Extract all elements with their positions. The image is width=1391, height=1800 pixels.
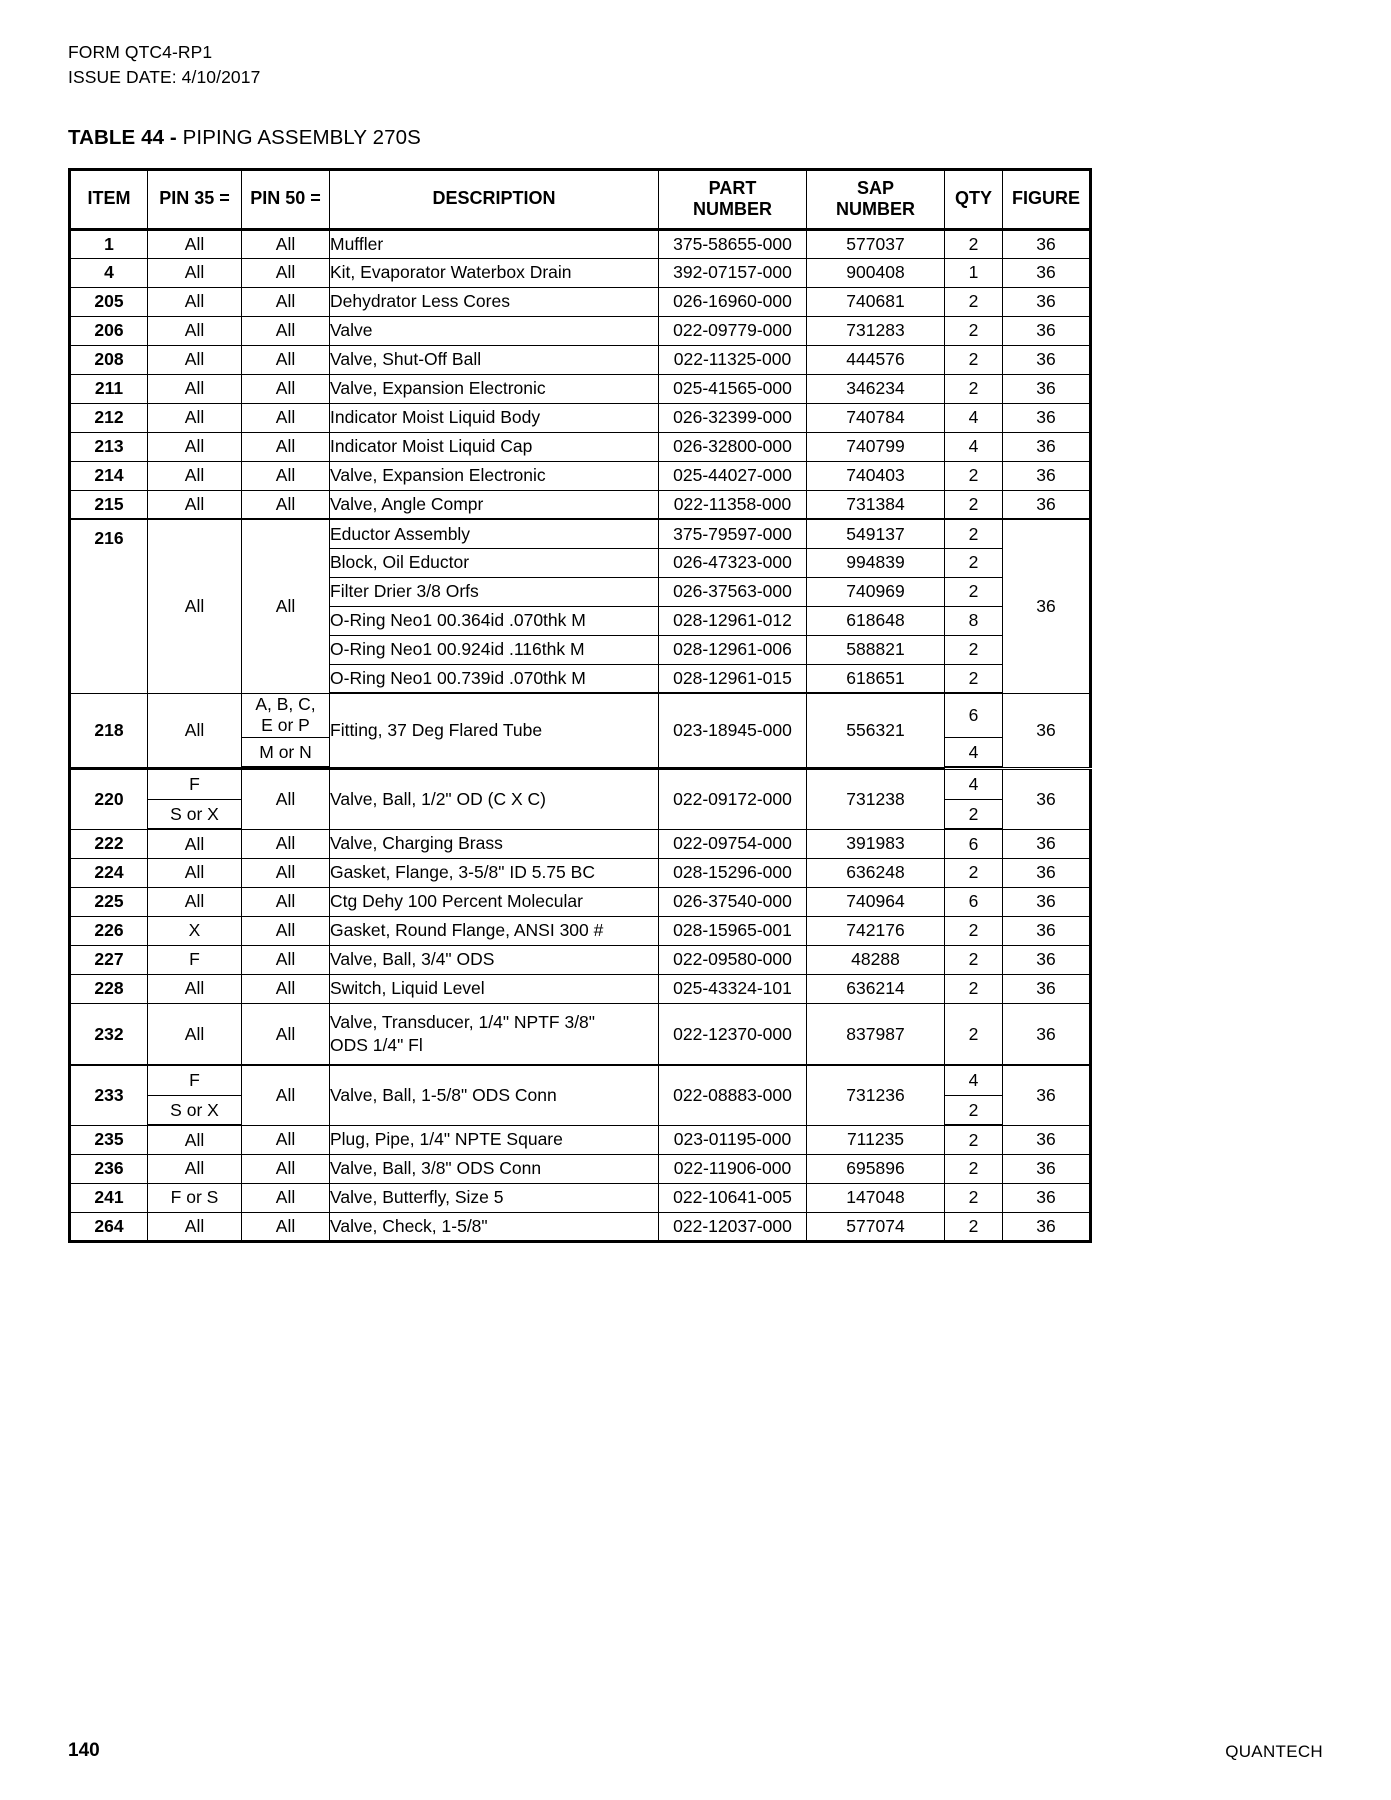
col-header-pin50: PIN 50 = (242, 169, 330, 229)
cell-qty: 4 (945, 432, 1003, 461)
cell-qty: 1 (945, 258, 1003, 287)
cell-item: 205 (70, 287, 148, 316)
cell-description: Fitting, 37 Deg Flared Tube (330, 693, 659, 767)
cell-figure: 36 (1003, 1125, 1091, 1154)
cell-qty: 2 (945, 548, 1003, 577)
table-row (70, 945, 1091, 974)
cell-pin35: F or S (148, 1183, 242, 1212)
cell-item: 214 (70, 461, 148, 490)
form-code: FORM QTC4-RP1 (68, 42, 213, 62)
table-row (70, 461, 1091, 490)
cell-figure: 36 (1003, 1065, 1091, 1125)
cell-part-number: 392-07157-000 (659, 258, 807, 287)
cell-part-number: 022-11906-000 (659, 1154, 807, 1183)
cell-figure: 36 (1003, 403, 1091, 432)
cell-description: Valve, Expansion Electronic (330, 461, 659, 490)
cell-part-number: 022-12370-000 (659, 1003, 807, 1065)
cell-qty: 2 (945, 1183, 1003, 1212)
cell-description: Dehydrator Less Cores (330, 287, 659, 316)
cell-description-line2: ODS 1/4" Fl (330, 1035, 423, 1056)
cell-item: 236 (70, 1154, 148, 1183)
cell-sap-number: 740784 (807, 403, 945, 432)
cell-sap-number: 740964 (807, 887, 945, 916)
table-row (70, 1003, 1091, 1065)
issue-date: ISSUE DATE: 4/10/2017 (68, 66, 261, 87)
table-row (70, 1183, 1091, 1212)
cell-description: Valve, Expansion Electronic (330, 374, 659, 403)
cell-sap-number: 577074 (807, 1212, 945, 1241)
cell-part-number: 022-11358-000 (659, 490, 807, 519)
cell-description-line1: Valve, Transducer, 1/4" NPTF 3/8" (330, 1011, 595, 1032)
cell-pin50: All (242, 829, 330, 858)
cell-pin50: All (242, 432, 330, 461)
cell-pin50: All (242, 1154, 330, 1183)
brand-label: QUANTECH (1225, 1742, 1323, 1761)
cell-qty: 2 (945, 1003, 1003, 1065)
cell-figure: 36 (1003, 887, 1091, 916)
cell-item: 241 (70, 1183, 148, 1212)
cell-sap-number: 731238 (807, 769, 945, 829)
cell-pin50: All (242, 769, 330, 829)
cell-description: Plug, Pipe, 1/4" NPTE Square (330, 1125, 659, 1154)
cell-item: 220 (70, 769, 148, 829)
cell-item: 224 (70, 858, 148, 887)
cell-sap-number: 900408 (807, 258, 945, 287)
cell-description: Block, Oil Eductor (330, 548, 659, 577)
cell-item: 213 (70, 432, 148, 461)
cell-sap-number: 147048 (807, 1183, 945, 1212)
cell-item: 206 (70, 316, 148, 345)
cell-sap-number: 731236 (807, 1065, 945, 1125)
cell-sap-number: 636248 (807, 858, 945, 887)
cell-pin35: F (148, 945, 242, 974)
cell-item: 216 (70, 519, 148, 693)
cell-part-number: 028-15965-001 (659, 916, 807, 945)
cell-qty-option-b: 2 (945, 1095, 1003, 1125)
cell-pin50-option-b: M or N (242, 737, 330, 767)
table-row (70, 693, 1091, 737)
cell-qty: 2 (945, 316, 1003, 345)
cell-figure: 36 (1003, 858, 1091, 887)
cell-pin50: All (242, 258, 330, 287)
cell-sap-number: 695896 (807, 1154, 945, 1183)
cell-pin35-option-a: F (148, 1065, 242, 1095)
cell-sap-number: 577037 (807, 229, 945, 258)
cell-pin35: All (148, 345, 242, 374)
cell-sap-number: 740681 (807, 287, 945, 316)
cell-figure: 36 (1003, 945, 1091, 974)
cell-pin50: All (242, 1183, 330, 1212)
cell-part-number: 025-43324-101 (659, 974, 807, 1003)
cell-pin50: All (242, 916, 330, 945)
cell-pin50: All (242, 858, 330, 887)
cell-pin35-option-b: S or X (148, 1095, 242, 1125)
cell-item: 235 (70, 1125, 148, 1154)
cell-part-number: 022-09172-000 (659, 769, 807, 829)
cell-sap-number: 588821 (807, 635, 945, 664)
cell-qty: 2 (945, 229, 1003, 258)
col-header-qty: QTY (945, 169, 1003, 229)
cell-description: O-Ring Neo1 00.364id .070thk M (330, 606, 659, 635)
cell-part-number: 375-79597-000 (659, 519, 807, 548)
cell-figure: 36 (1003, 490, 1091, 519)
cell-part-number: 026-16960-000 (659, 287, 807, 316)
cell-qty: 2 (945, 664, 1003, 693)
cell-pin50: All (242, 229, 330, 258)
cell-qty-option-a: 6 (945, 693, 1003, 737)
cell-pin35: All (148, 461, 242, 490)
cell-pin50-option-a (242, 693, 330, 737)
cell-pin50: All (242, 490, 330, 519)
cell-pin50: All (242, 974, 330, 1003)
cell-description: Valve, Ball, 3/4" ODS (330, 945, 659, 974)
table-row (70, 916, 1091, 945)
col-header-part-number-line2: NUMBER (693, 199, 772, 220)
cell-qty: 4 (945, 403, 1003, 432)
cell-pin35: X (148, 916, 242, 945)
cell-description: Kit, Evaporator Waterbox Drain (330, 258, 659, 287)
cell-item: 218 (70, 693, 148, 767)
cell-description: Valve, Shut-Off Ball (330, 345, 659, 374)
cell-pin35: All (148, 229, 242, 258)
cell-description: Ctg Dehy 100 Percent Molecular (330, 887, 659, 916)
cell-pin35: All (148, 1154, 242, 1183)
cell-item: 215 (70, 490, 148, 519)
cell-pin35: All (148, 693, 242, 767)
cell-item: 212 (70, 403, 148, 432)
col-header-pin35: PIN 35 = (148, 169, 242, 229)
cell-part-number: 022-09779-000 (659, 316, 807, 345)
cell-figure: 36 (1003, 1154, 1091, 1183)
table-row (70, 1065, 1091, 1095)
cell-pin35: All (148, 829, 242, 858)
cell-sap-number: 48288 (807, 945, 945, 974)
table-row (70, 490, 1091, 519)
cell-sap-number: 731384 (807, 490, 945, 519)
cell-pin50: All (242, 1125, 330, 1154)
cell-pin50: All (242, 461, 330, 490)
page-footer (68, 1740, 1323, 1762)
col-header-part-number (659, 169, 807, 229)
cell-sap-number: 391983 (807, 829, 945, 858)
page-title (68, 126, 1323, 150)
cell-pin35: All (148, 374, 242, 403)
cell-part-number: 026-47323-000 (659, 548, 807, 577)
cell-item: 232 (70, 1003, 148, 1065)
cell-part-number: 028-12961-006 (659, 635, 807, 664)
table-row (70, 1125, 1091, 1154)
cell-sap-number: 994839 (807, 548, 945, 577)
cell-sap-number: 636214 (807, 974, 945, 1003)
cell-item: 233 (70, 1065, 148, 1125)
cell-description: Valve (330, 316, 659, 345)
cell-figure: 36 (1003, 345, 1091, 374)
cell-description: Indicator Moist Liquid Cap (330, 432, 659, 461)
cell-sap-number: 711235 (807, 1125, 945, 1154)
cell-qty-option-a: 4 (945, 1065, 1003, 1095)
cell-pin35-option-b: S or X (148, 799, 242, 829)
cell-pin50-line1: A, B, C, (255, 694, 316, 715)
table-number-label: TABLE 44 - (68, 125, 177, 149)
cell-figure: 36 (1003, 461, 1091, 490)
cell-qty: 2 (945, 858, 1003, 887)
cell-part-number: 025-41565-000 (659, 374, 807, 403)
table-row (70, 258, 1091, 287)
cell-item: 225 (70, 887, 148, 916)
cell-description: Valve, Butterfly, Size 5 (330, 1183, 659, 1212)
cell-pin35-option-a: F (148, 769, 242, 799)
cell-sap-number: 740969 (807, 577, 945, 606)
col-header-sap-number-line2: NUMBER (836, 199, 915, 220)
cell-qty: 2 (945, 635, 1003, 664)
cell-part-number: 023-18945-000 (659, 693, 807, 767)
table-row (70, 1212, 1091, 1241)
cell-qty: 6 (945, 829, 1003, 858)
cell-qty: 2 (945, 287, 1003, 316)
table-row (70, 287, 1091, 316)
table-row (70, 229, 1091, 258)
cell-figure: 36 (1003, 432, 1091, 461)
cell-pin50: All (242, 887, 330, 916)
cell-pin50-line2: E or P (261, 715, 310, 736)
cell-item: 222 (70, 829, 148, 858)
cell-sap-number: 618651 (807, 664, 945, 693)
cell-figure: 36 (1003, 769, 1091, 829)
cell-figure: 36 (1003, 316, 1091, 345)
cell-pin35: All (148, 1212, 242, 1241)
cell-sap-number: 742176 (807, 916, 945, 945)
cell-item: 226 (70, 916, 148, 945)
cell-description: Valve, Check, 1-5/8" (330, 1212, 659, 1241)
cell-item: 4 (70, 258, 148, 287)
cell-sap-number: 346234 (807, 374, 945, 403)
cell-figure: 36 (1003, 374, 1091, 403)
table-row (70, 345, 1091, 374)
cell-figure: 36 (1003, 1212, 1091, 1241)
table-row (70, 769, 1091, 799)
cell-qty-option-a: 4 (945, 769, 1003, 799)
cell-figure: 36 (1003, 829, 1091, 858)
cell-part-number: 375-58655-000 (659, 229, 807, 258)
cell-figure: 36 (1003, 1003, 1091, 1065)
cell-description: Valve, Charging Brass (330, 829, 659, 858)
document-header (68, 40, 1323, 90)
cell-description: Valve, Ball, 1-5/8" ODS Conn (330, 1065, 659, 1125)
cell-description: Switch, Liquid Level (330, 974, 659, 1003)
table-row (70, 316, 1091, 345)
cell-item: 208 (70, 345, 148, 374)
cell-part-number: 026-32399-000 (659, 403, 807, 432)
cell-pin35: All (148, 974, 242, 1003)
cell-description: Gasket, Round Flange, ANSI 300 # (330, 916, 659, 945)
table-row (70, 374, 1091, 403)
cell-part-number: 028-12961-015 (659, 664, 807, 693)
cell-part-number: 028-15296-000 (659, 858, 807, 887)
table-row (70, 829, 1091, 858)
cell-figure: 36 (1003, 229, 1091, 258)
cell-description: O-Ring Neo1 00.739id .070thk M (330, 664, 659, 693)
cell-qty: 2 (945, 519, 1003, 548)
cell-pin50: All (242, 374, 330, 403)
col-header-figure: FIGURE (1003, 169, 1091, 229)
table-row (70, 858, 1091, 887)
cell-qty: 2 (945, 974, 1003, 1003)
cell-description: Gasket, Flange, 3-5/8" ID 5.75 BC (330, 858, 659, 887)
cell-pin50: All (242, 403, 330, 432)
cell-part-number: 022-12037-000 (659, 1212, 807, 1241)
table-row (70, 887, 1091, 916)
cell-part-number: 026-32800-000 (659, 432, 807, 461)
cell-part-number: 028-12961-012 (659, 606, 807, 635)
cell-pin50: All (242, 316, 330, 345)
cell-pin35: All (148, 490, 242, 519)
table-row (70, 432, 1091, 461)
cell-qty: 2 (945, 916, 1003, 945)
cell-description (330, 1003, 659, 1065)
cell-pin50: All (242, 519, 330, 693)
cell-description: Valve, Angle Compr (330, 490, 659, 519)
cell-description: Valve, Ball, 3/8" ODS Conn (330, 1154, 659, 1183)
cell-description: Filter Drier 3/8 Orfs (330, 577, 659, 606)
cell-sap-number: 731283 (807, 316, 945, 345)
cell-description: O-Ring Neo1 00.924id .116thk M (330, 635, 659, 664)
table-row (70, 1154, 1091, 1183)
cell-figure: 36 (1003, 1183, 1091, 1212)
cell-description: Eductor Assembly (330, 519, 659, 548)
cell-pin50: All (242, 1212, 330, 1241)
table-row (70, 519, 1091, 548)
cell-part-number: 026-37540-000 (659, 887, 807, 916)
cell-item: 1 (70, 229, 148, 258)
cell-item: 211 (70, 374, 148, 403)
cell-qty: 2 (945, 490, 1003, 519)
cell-pin35: All (148, 432, 242, 461)
cell-qty: 2 (945, 1125, 1003, 1154)
cell-qty-option-b: 2 (945, 799, 1003, 829)
table-row (70, 403, 1091, 432)
cell-pin50: All (242, 1065, 330, 1125)
table-row (70, 974, 1091, 1003)
col-header-description: DESCRIPTION (330, 169, 659, 229)
cell-figure: 36 (1003, 519, 1091, 693)
cell-figure: 36 (1003, 693, 1091, 767)
cell-pin35: All (148, 519, 242, 693)
cell-sap-number: 740403 (807, 461, 945, 490)
cell-qty: 6 (945, 887, 1003, 916)
cell-sap-number: 444576 (807, 345, 945, 374)
cell-qty: 2 (945, 945, 1003, 974)
cell-description: Valve, Ball, 1/2" OD (C X C) (330, 769, 659, 829)
cell-qty: 2 (945, 345, 1003, 374)
cell-part-number: 022-09580-000 (659, 945, 807, 974)
cell-item: 264 (70, 1212, 148, 1241)
table-body (70, 229, 1091, 1241)
cell-pin35: All (148, 316, 242, 345)
cell-pin35: All (148, 287, 242, 316)
cell-pin50: All (242, 945, 330, 974)
cell-pin35: All (148, 858, 242, 887)
cell-qty: 8 (945, 606, 1003, 635)
cell-pin35: All (148, 887, 242, 916)
cell-description: Indicator Moist Liquid Body (330, 403, 659, 432)
col-header-item: ITEM (70, 169, 148, 229)
cell-part-number: 022-10641-005 (659, 1183, 807, 1212)
cell-pin50: All (242, 345, 330, 374)
cell-figure: 36 (1003, 287, 1091, 316)
col-header-part-number-line1: PART (708, 177, 757, 198)
cell-figure: 36 (1003, 974, 1091, 1003)
cell-pin50: All (242, 287, 330, 316)
cell-figure: 36 (1003, 916, 1091, 945)
cell-sap-number: 740799 (807, 432, 945, 461)
cell-sap-number: 549137 (807, 519, 945, 548)
cell-item: 228 (70, 974, 148, 1003)
parts-table (68, 168, 1092, 1243)
table-name-label: PIPING ASSEMBLY 270S (182, 125, 421, 149)
cell-part-number: 022-09754-000 (659, 829, 807, 858)
cell-qty: 2 (945, 461, 1003, 490)
cell-part-number: 025-44027-000 (659, 461, 807, 490)
page-number: 140 (68, 1740, 100, 1761)
cell-qty-option-b: 4 (945, 737, 1003, 767)
cell-item: 227 (70, 945, 148, 974)
col-header-sap-number-line1: SAP (856, 177, 894, 198)
cell-part-number: 022-11325-000 (659, 345, 807, 374)
cell-figure: 36 (1003, 258, 1091, 287)
cell-qty: 2 (945, 577, 1003, 606)
cell-sap-number: 556321 (807, 693, 945, 767)
cell-pin50: All (242, 1003, 330, 1065)
cell-sap-number: 837987 (807, 1003, 945, 1065)
cell-qty: 2 (945, 1212, 1003, 1241)
cell-pin35: All (148, 403, 242, 432)
cell-description: Muffler (330, 229, 659, 258)
cell-pin35: All (148, 1003, 242, 1065)
cell-qty: 2 (945, 1154, 1003, 1183)
cell-part-number: 022-08883-000 (659, 1065, 807, 1125)
col-header-sap-number (807, 169, 945, 229)
cell-pin35: All (148, 258, 242, 287)
cell-sap-number: 618648 (807, 606, 945, 635)
cell-part-number: 026-37563-000 (659, 577, 807, 606)
cell-qty: 2 (945, 374, 1003, 403)
cell-pin35: All (148, 1125, 242, 1154)
cell-part-number: 023-01195-000 (659, 1125, 807, 1154)
table-header-row (70, 169, 1091, 229)
